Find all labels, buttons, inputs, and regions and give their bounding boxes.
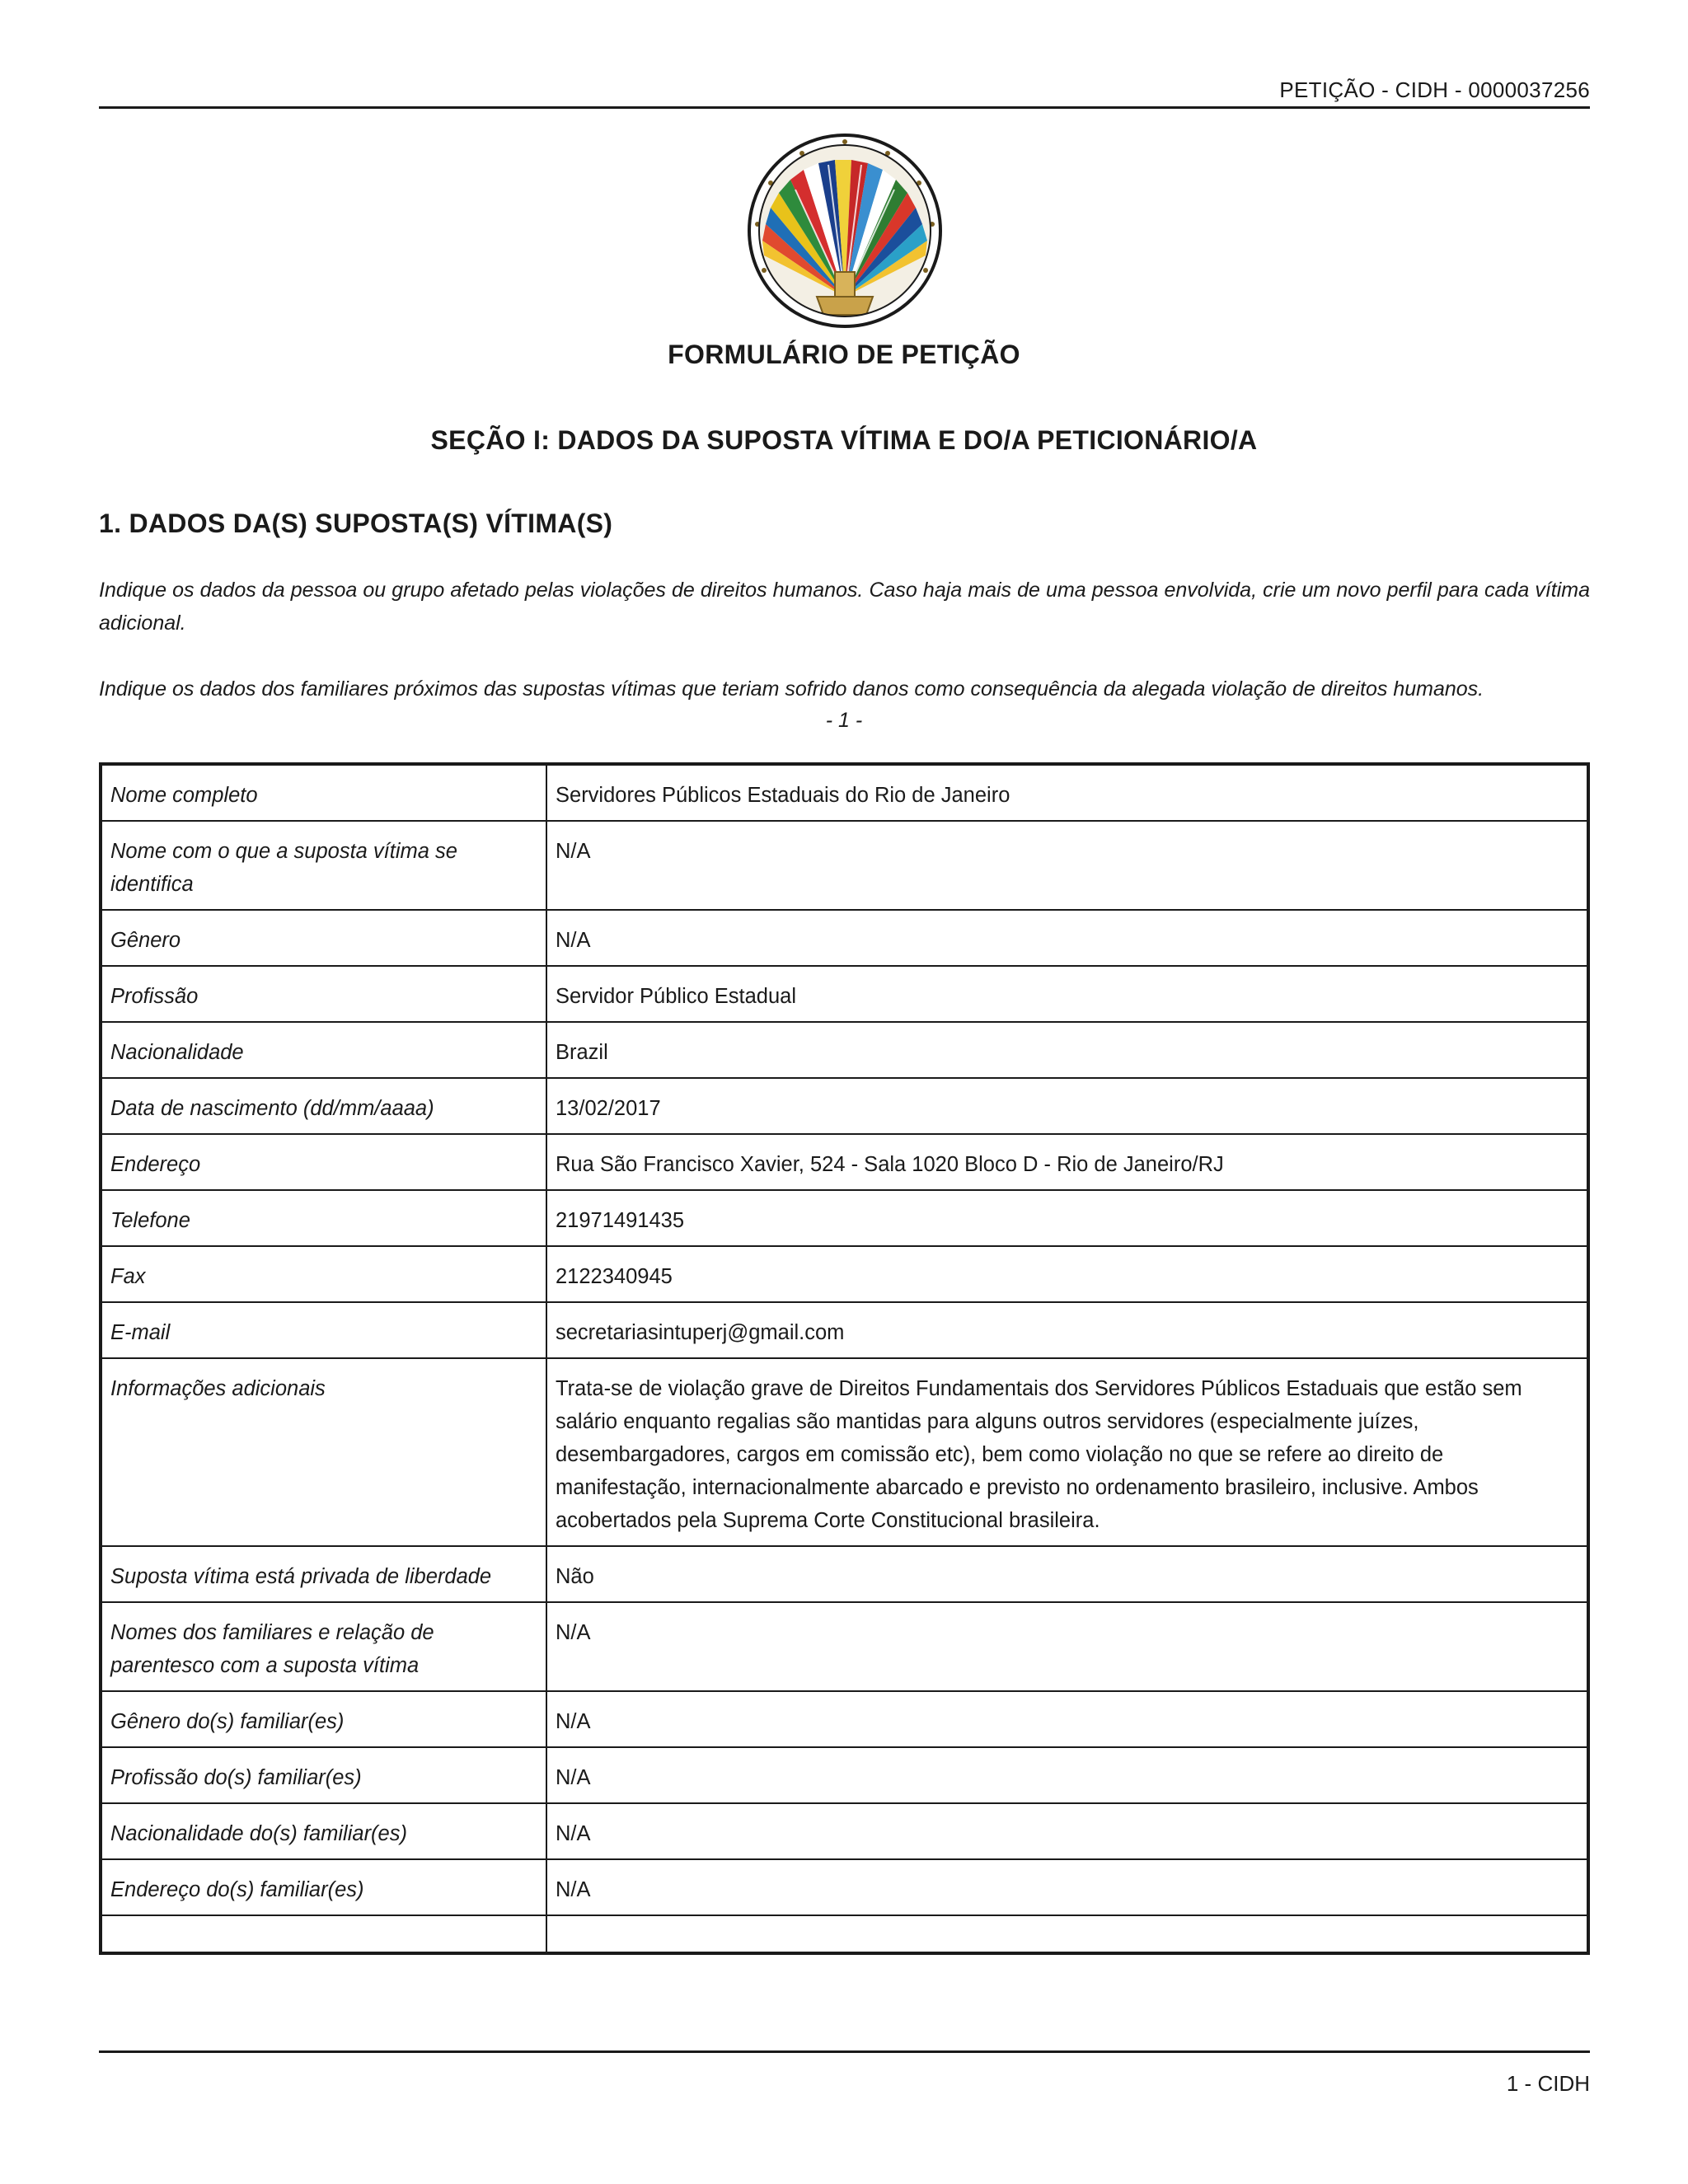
table-row xyxy=(101,1134,1588,1190)
table-row xyxy=(101,1859,1588,1915)
row-label: Nome completo xyxy=(101,764,546,821)
row-label: Nacionalidade do(s) familiar(es) xyxy=(101,1803,546,1859)
row-value: N/A xyxy=(546,1602,1588,1691)
subsection-title: 1. DADOS DA(S) SUPOSTA(S) VÍTIMA(S) xyxy=(99,509,613,538)
row-label: Telefone xyxy=(101,1190,546,1246)
instruction-victims: Indique os dados da pessoa ou grupo afetado pelas violações de direitos humanos. Caso haja mais de uma pessoa envolvida, crie um novo perfil para cada vítima adicional. xyxy=(99,579,1590,635)
instruction-relatives: Indique os dados dos familiares próximos das supostas vítimas que teriam sofrido danos como consequência da alegada violação de direitos humanos. xyxy=(99,677,1484,701)
row-value: N/A xyxy=(546,1803,1588,1859)
victim-data-table xyxy=(99,762,1590,1955)
row-value: secretariasintuperj@gmail.com xyxy=(546,1302,1588,1358)
table-row xyxy=(101,821,1588,910)
row-value: Brazil xyxy=(546,1022,1588,1078)
table-row xyxy=(101,1546,1588,1602)
table-row xyxy=(101,1078,1588,1134)
table-row-empty xyxy=(101,1915,1588,1953)
row-label: Endereço do(s) familiar(es) xyxy=(101,1859,546,1915)
table-row xyxy=(101,1358,1588,1546)
row-value: N/A xyxy=(546,821,1588,910)
table-row xyxy=(101,764,1588,821)
table-row xyxy=(101,910,1588,966)
row-label: Nacionalidade xyxy=(101,1022,546,1078)
row-label: Profissão xyxy=(101,966,546,1022)
row-label: Nomes dos familiares e relação de parentesco com a suposta vítima xyxy=(101,1602,546,1691)
table-row xyxy=(101,1022,1588,1078)
row-value: 13/02/2017 xyxy=(546,1078,1588,1134)
row-value: N/A xyxy=(546,1859,1588,1915)
page-marker: - 1 - xyxy=(825,709,863,732)
row-value: Não xyxy=(546,1546,1588,1602)
row-label: E-mail xyxy=(101,1302,546,1358)
row-value: 2122340945 xyxy=(546,1246,1588,1302)
row-label: Gênero xyxy=(101,910,546,966)
table-row xyxy=(101,1602,1588,1691)
document-id: PETIÇÃO - CIDH - 0000037256 xyxy=(1279,77,1590,102)
table-row xyxy=(101,1691,1588,1747)
row-value: Servidor Público Estadual xyxy=(546,966,1588,1022)
row-label: Informações adicionais xyxy=(101,1358,546,1546)
row-label: Profissão do(s) familiar(es) xyxy=(101,1747,546,1803)
row-value xyxy=(546,1915,1588,1953)
table-row xyxy=(101,1803,1588,1859)
row-value: N/A xyxy=(546,1747,1588,1803)
row-value: N/A xyxy=(546,910,1588,966)
row-label: Data de nascimento (dd/mm/aaaa) xyxy=(101,1078,546,1134)
page-header xyxy=(99,76,1590,109)
row-label xyxy=(101,1915,546,1953)
table-row xyxy=(101,1190,1588,1246)
row-value: Trata-se de violação grave de Direitos Fundamentais dos Servidores Públicos Estaduais que estão sem salário enquanto regalias são mantidas para alguns outros servidores (especialmente juízes, desembargadores, cargos em comissão etc), bem como violação no que se refere ao direito de manifestação, internacionalmente abarcado e previsto no ordenamento brasileiro, inclusive. Ambos acobertados pela Suprema Corte Constitucional brasileira. xyxy=(546,1358,1588,1546)
row-value: N/A xyxy=(546,1691,1588,1747)
row-label: Suposta vítima está privada de liberdade xyxy=(101,1546,546,1602)
page-footer xyxy=(99,2050,1590,2096)
row-label: Endereço xyxy=(101,1134,546,1190)
table-row xyxy=(101,1302,1588,1358)
table-row xyxy=(101,966,1588,1022)
table-row xyxy=(101,1747,1588,1803)
page-number: 1 - CIDH xyxy=(1506,2071,1590,2096)
instructions xyxy=(99,574,1590,705)
section-title: SEÇÃO I: DADOS DA SUPOSTA VÍTIMA E DO/A PETICIONÁRIO/A xyxy=(430,425,1258,455)
form-title: FORMULÁRIO DE PETIÇÃO xyxy=(668,340,1020,369)
row-label: Fax xyxy=(101,1246,546,1302)
row-value: 21971491435 xyxy=(546,1190,1588,1246)
oas-seal-icon xyxy=(746,132,944,330)
row-label: Gênero do(s) familiar(es) xyxy=(101,1691,546,1747)
row-value: Servidores Públicos Estaduais do Rio de Janeiro xyxy=(546,764,1588,821)
row-label: Nome com o que a suposta vítima se identifica xyxy=(101,821,546,910)
table-row xyxy=(101,1246,1588,1302)
row-value: Rua São Francisco Xavier, 524 - Sala 1020 Bloco D - Rio de Janeiro/RJ xyxy=(546,1134,1588,1190)
